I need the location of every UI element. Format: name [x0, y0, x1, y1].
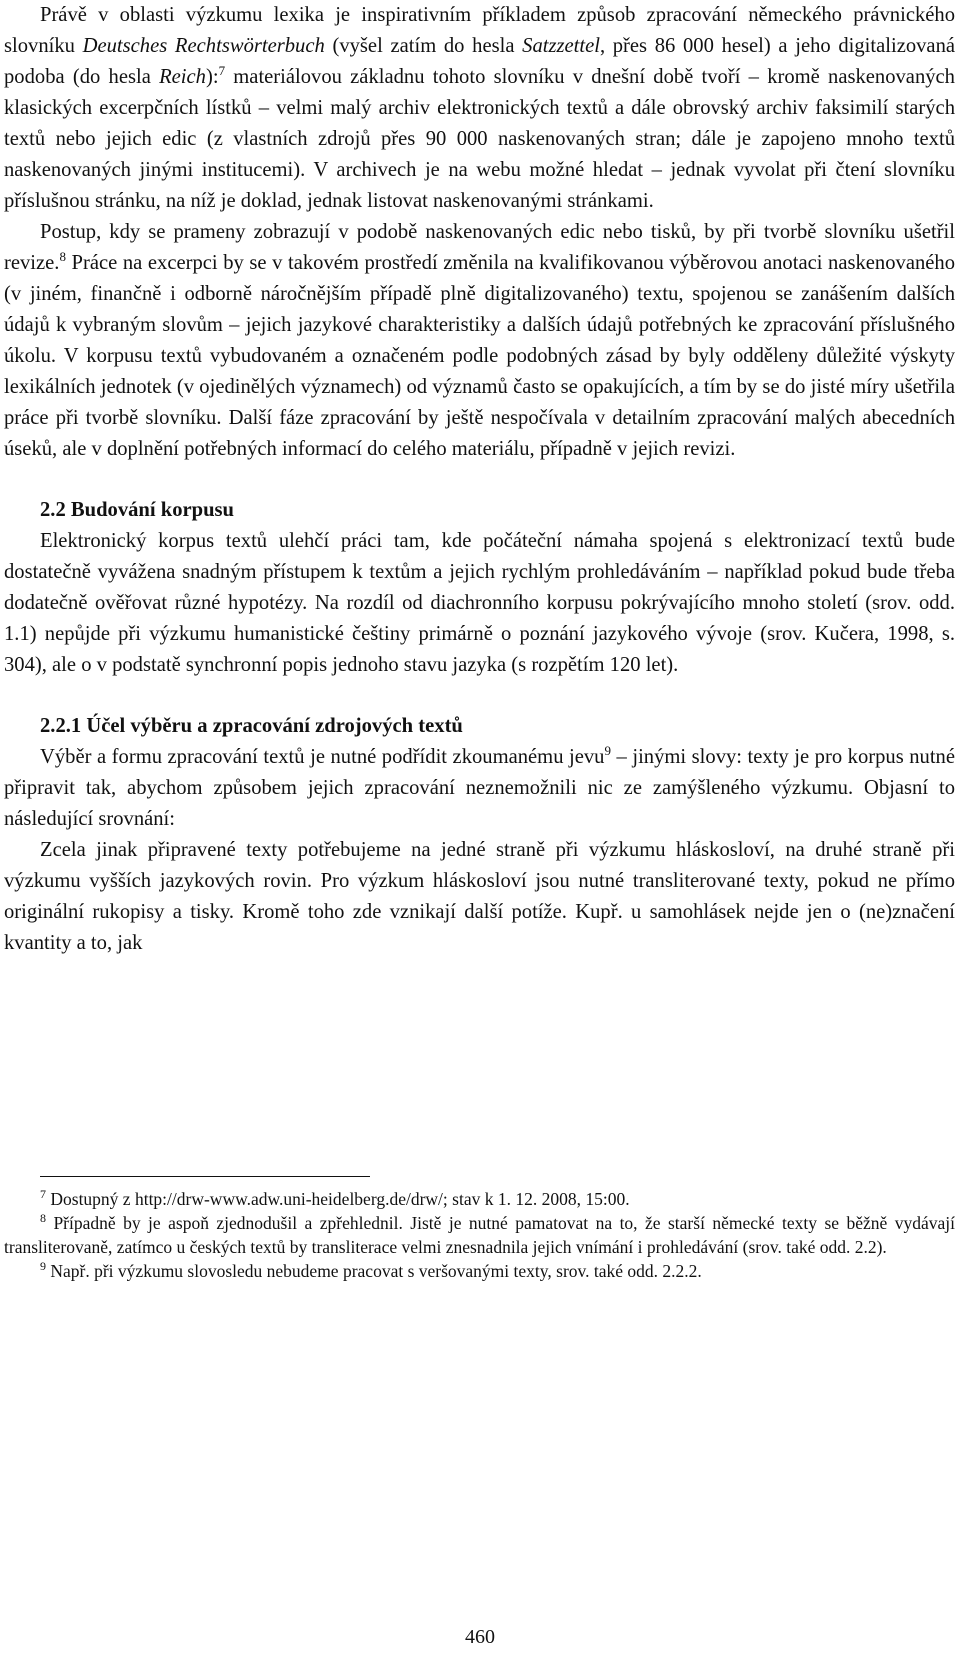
- footnote-number: 9: [40, 1259, 46, 1273]
- footnote-ref[interactable]: 7: [218, 63, 226, 78]
- paragraph: Výběr a formu zpracování textů je nutné podřídit zkoumanému jevu$^9$ – jinými slovy: texty je pro korpus nutné připravit tak, abychom způsobem jejich zpracování neznemožnili nic ze zamýšleného výzkumu. Objasní to následující srovnání:: [4, 743, 955, 830]
- section-heading: 2.2 Budování korpusu: [40, 499, 235, 521]
- footnote: $^8$ Případně by je aspoň zjednodušil a zpřehlednil. Jistě je nutné pamatovat na to, že starší německé texty se běžně vydávají transliterovaně, zatímco u českých textů by transliterace velmi znesnadnila jejich vnímání i prohledávání (srov. také odd. 2.2).: [4, 1211, 955, 1257]
- paragraph: Elektronický korpus textů ulehčí práci tam, kde počáteční námaha spojená s elektronizací textů bude dostatečně vyvážena snadným přístupem k textům a jejich rychlým prohledáváním – například pokud bude třeba dodatečně ověřovat různé hypotézy. Na rozdíl od diachronního korpusu pokrývajícího mnoho století (srov. odd. 1.1) nepůjde při výzkumu humanistické češtiny primárně o poznání jazykového vývoje (srov. Kučera, 1998, s. 304), ale o v podstatě synchronní popis jednoho stavu jazyka (s rozpětím 120 let).: [4, 530, 955, 676]
- footnote: $^7$ Dostupný z http://drw-www.adw.uni-heidelberg.de/drw/; stav k 1. 12. 2008, 15:00.: [40, 1187, 630, 1209]
- footnote: $^9$ Např. při výzkumu slovosledu nebudeme pracovat s veršovanými texty, srov. také odd. 2.2.2.: [40, 1259, 702, 1281]
- main-text: [4, 0, 955, 959]
- footnote-number: 7: [40, 1187, 46, 1201]
- subsection-heading: 2.2.1 Účel výběru a zpracování zdrojových textů: [40, 715, 463, 737]
- footnote-separator: [40, 1176, 370, 1177]
- footnote-ref[interactable]: 8: [59, 249, 66, 264]
- footnote-number: 8: [40, 1211, 46, 1225]
- paragraph: Postup, kdy se prameny zobrazují v podobě naskenovaných edic nebo tisků, by při tvorbě slovníku ušetřil revize.$^8$ Práce na excerpci by se v takovém prostředí změnila na kvalifikovanou výběrovou anotaci naskenovaného (v jiném, finančně i odborně náročnějším případě plně digitalizovaného) textu, spojenou se zanášením dalších údajů k vybraným slovům – jejich jazykové charakteristiky a dalších údajů potřebných ke zpracování příslušného úkolu. V korpusu textů vybudovaném a označeném podle podobných zásad by byly odděleny důležité výskyty lexikálních jednotek (v ojedinělých významech) od významů často se opakujících, a tím by se do jisté míry ušetřila práce při tvorbě slovníku. Další fáze zpracování by ještě nespočívala v detailním zpracování malých abecedních úseků, ale v doplnění potřebných informací do celého materiálu, případně v jejich revizi.: [4, 221, 955, 460]
- footnotes: [4, 1176, 955, 1283]
- footnote-ref[interactable]: 9: [604, 743, 611, 758]
- paragraph: Zcela jinak připravené texty potřebujeme na jedné straně při výzkumu hláskosloví, na druhé straně při výzkumu vyšších jazykových rovin. Pro výzkum hláskosloví jsou nutné transliterované texty, pokud ne přímo originální rukopisy a tisky. Kromě toho zde vznikají další potíže. Kupř. u samohlásek nejde jen o (ne)značení kvantity a to, jak: [4, 839, 955, 954]
- paragraph: Právě v oblasti výzkumu lexika je inspirativním příkladem způsob zpracování německého právnického slovníku Deutsches Rechtswörterbuch (vyšel zatím do hesla Satzzettel, přes 86 000 hesel) a jeho digitalizovaná podoba (do hesla Reich):$^7$ materiálovou základnu tohoto slovníku v dnešní době tvoří – kromě naskenovaných klasických excerpčních lístků – velmi malý archiv elektronických textů a dále obrovský archiv faksimilí starých textů nebo jejich edic (z vlastních zdrojů přes 90 000 naskenovaných stran; dále je zapojeno mnoho textů naskenovaných jinými institucemi). V archivech je na webu možné hledat – jednak vyvolat při čtení slovníku příslušnou stránku, na níž je doklad, jednak listovat naskenovanými stránkami.: [4, 4, 956, 212]
- page-number: 460: [465, 1626, 495, 1648]
